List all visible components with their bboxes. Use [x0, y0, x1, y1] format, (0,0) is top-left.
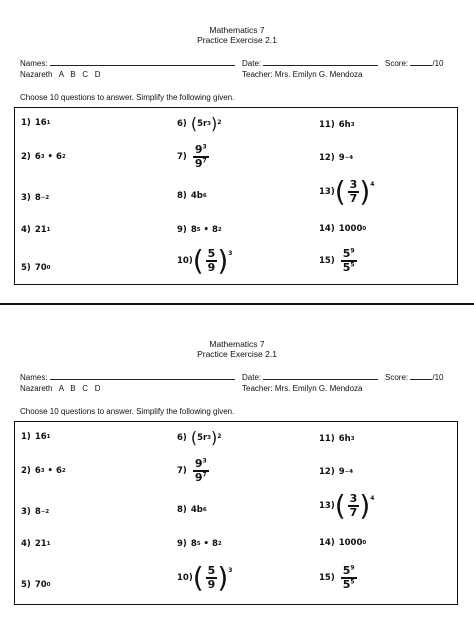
question-15: 15) $\frac{5^9}{5^5}$: [319, 247, 355, 274]
teacher-name: Teacher: Mrs. Emilyn G. Mendoza: [242, 70, 363, 79]
question-6: 6) ( 5r 3 ) 2: [177, 114, 222, 133]
question-3: 3) 8 −2: [21, 193, 50, 203]
question-2: 2) 6 3 • 6 2: [21, 466, 66, 476]
names-label: Names:: [20, 373, 48, 382]
question-7: 7) $\frac{9^3}{9^7}$: [177, 143, 207, 170]
score-total: /10: [432, 373, 444, 382]
question-9: 9) 8 5 • 8 2: [177, 539, 222, 549]
date-field-line[interactable]: [263, 371, 378, 380]
question-5: 5) 70 0: [21, 580, 51, 590]
worksheet-subtitle: Practice Exercise 2.1: [197, 35, 277, 45]
question-13: 13) ( $\frac{3}{7}$ ) 4: [319, 175, 375, 208]
question-2: 2) 6 3 • 6 2: [21, 152, 66, 162]
date-label: Date:: [242, 59, 262, 68]
question-14: 14) 1000 0: [319, 224, 367, 234]
question-3: 3) 8 −2: [21, 507, 50, 517]
worksheet-top: [0, 0, 474, 300]
sheet-divider: [0, 303, 474, 305]
question-9: 9) 8 5 • 8 2: [177, 225, 222, 235]
class-row: [20, 70, 455, 80]
header-row: [20, 57, 455, 69]
instructions: Choose 10 questions to answer. Simplify the following given.: [20, 93, 235, 102]
names-label: Names:: [20, 59, 48, 68]
class-row: [20, 384, 455, 394]
question-8: 8) 4b 6: [177, 191, 207, 201]
names-field-line[interactable]: [50, 371, 235, 380]
names-field-line[interactable]: [50, 57, 235, 66]
questions-box: [14, 421, 458, 605]
score-total: /10: [432, 59, 444, 68]
worksheet-title: Mathematics 7: [209, 25, 265, 35]
question-12: 12) 9 −4: [319, 153, 354, 163]
question-10: 10) ( $\frac{5}{9}$ ) 3: [177, 561, 233, 594]
teacher-name: Teacher: Mrs. Emilyn G. Mendoza: [242, 384, 363, 393]
header-row: [20, 371, 455, 383]
question-5: 5) 70 0: [21, 263, 51, 273]
question-6: 6) ( 5r 3 ) 2: [177, 428, 222, 447]
question-11: 11) 6h 3: [319, 434, 355, 444]
question-15: 15) $\frac{5^9}{5^5}$: [319, 564, 355, 591]
worksheet-bottom: [0, 314, 474, 614]
question-4: 4) 21 1: [21, 225, 51, 235]
score-label: Score:: [385, 59, 409, 68]
question-10: 10) ( $\frac{5}{9}$ ) 3: [177, 244, 233, 277]
question-11: 11) 6h 3: [319, 120, 355, 130]
questions-box: [14, 107, 458, 285]
question-14: 14) 1000 0: [319, 538, 367, 548]
score-label: Score:: [385, 373, 409, 382]
instructions: Choose 10 questions to answer. Simplify the following given.: [20, 407, 235, 416]
class-names: Nazareth A B C D: [20, 384, 101, 393]
score-field-line[interactable]: [410, 57, 432, 66]
class-names: Nazareth A B C D: [20, 70, 101, 79]
question-7: 7) $\frac{9^3}{9^7}$: [177, 457, 207, 484]
score-field-line[interactable]: [410, 371, 432, 380]
worksheet-title: Mathematics 7: [209, 339, 265, 349]
question-12: 12) 9 −4: [319, 467, 354, 477]
worksheet-subtitle: Practice Exercise 2.1: [197, 349, 277, 359]
date-label: Date:: [242, 373, 262, 382]
date-field-line[interactable]: [263, 57, 378, 66]
question-8: 8) 4b 6: [177, 505, 207, 515]
question-4: 4) 21 1: [21, 539, 51, 549]
question-1: 1) 16 1: [21, 118, 51, 128]
question-13: 13) ( $\frac{3}{7}$ ) 4: [319, 489, 375, 522]
question-1: 1) 16 1: [21, 432, 51, 442]
